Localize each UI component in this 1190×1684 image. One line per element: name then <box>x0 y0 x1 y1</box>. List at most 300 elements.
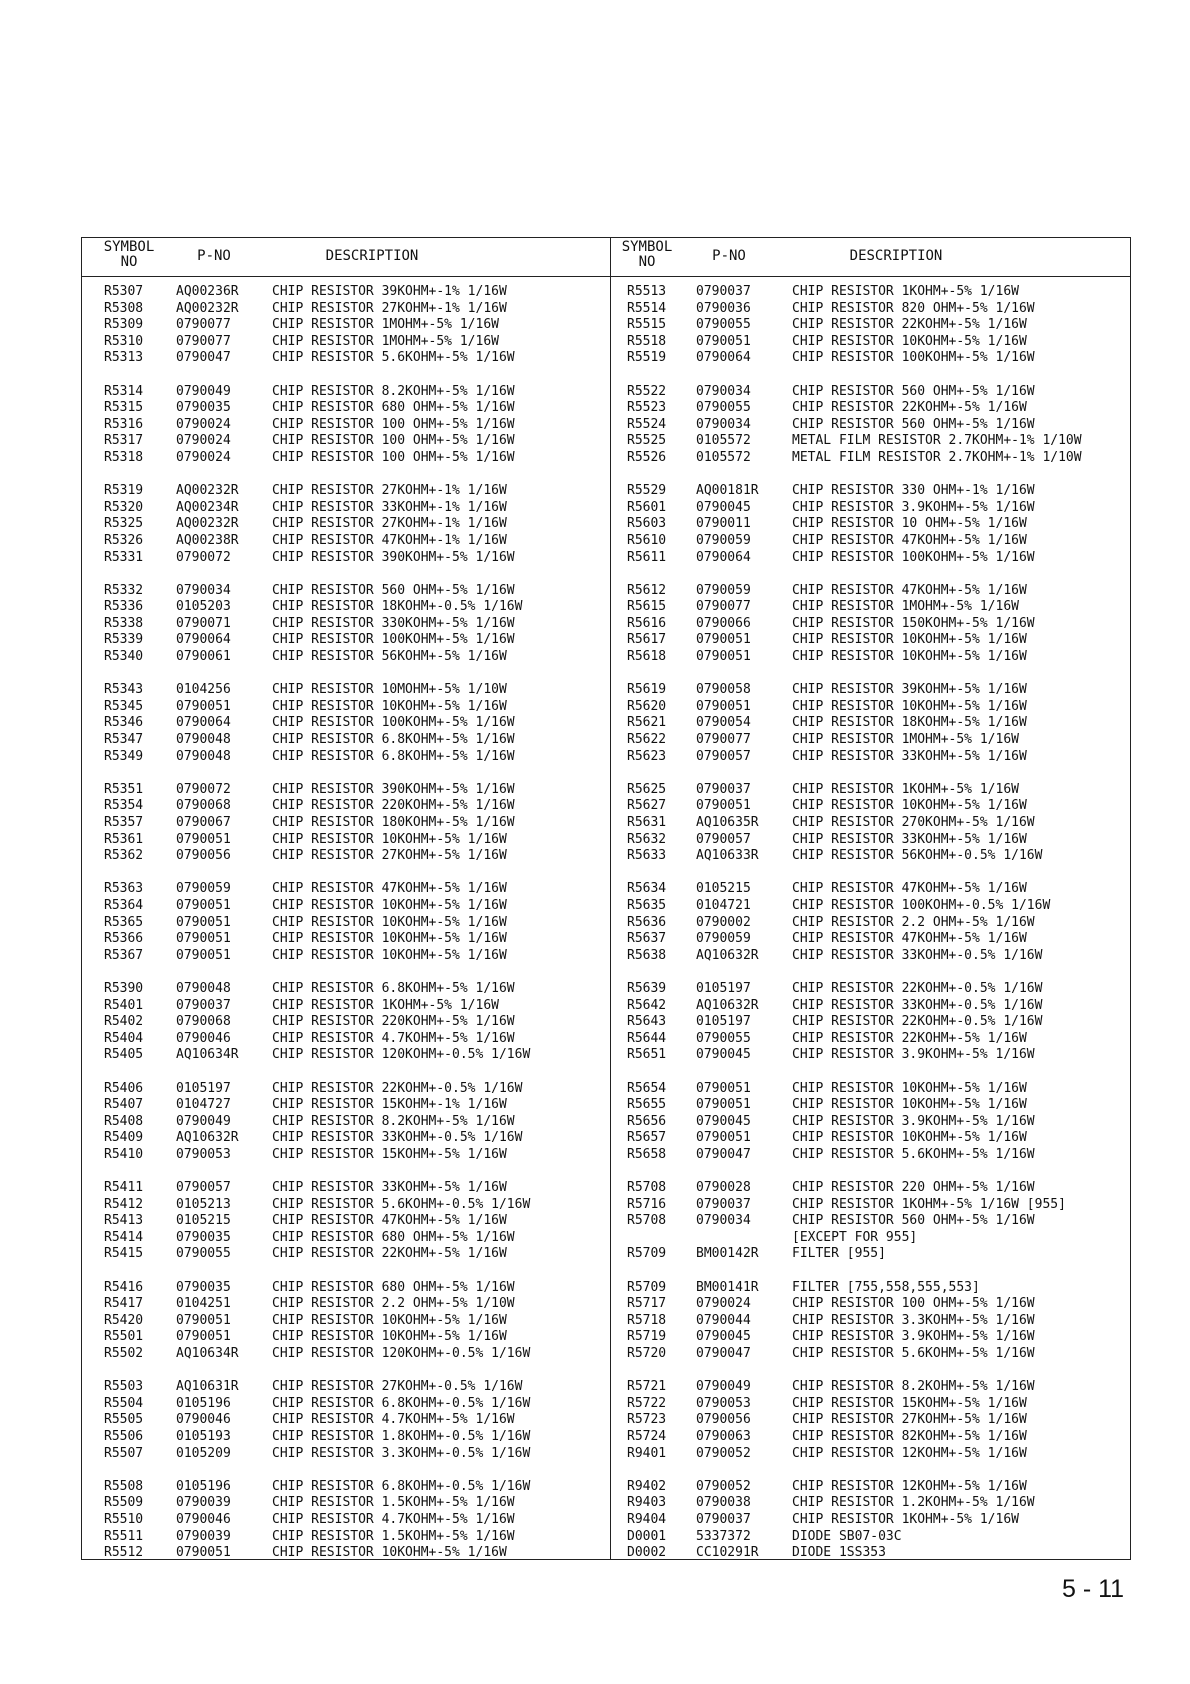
row-group <box>82 1379 610 1462</box>
description-cell: CHIP RESISTOR 47KOHM+-5% 1/16W <box>792 532 1027 548</box>
symbol-cell: R5310 <box>104 333 144 349</box>
table-row <box>82 981 610 998</box>
description-cell: CHIP RESISTOR 680 OHM+-5% 1/16W <box>272 400 515 416</box>
symbol-cell: R5366 <box>104 931 144 947</box>
symbol-cell: R5514 <box>627 300 667 316</box>
table-row <box>82 1446 610 1463</box>
symbol-cell: R5657 <box>627 1130 667 1146</box>
table-row <box>612 649 1130 666</box>
description-cell: CHIP RESISTOR 1KOHM+-5% 1/16W <box>792 284 1019 299</box>
symbol-cell: R5722 <box>627 1395 667 1411</box>
part-number-cell: 0790051 <box>176 931 231 947</box>
description-cell: CHIP RESISTOR 10 OHM+-5% 1/16W <box>792 516 1027 532</box>
part-number-cell: 0790051 <box>176 1545 231 1561</box>
symbol-cell: R5402 <box>104 1014 144 1030</box>
description-cell: CHIP RESISTOR 10KOHM+-5% 1/16W <box>792 1130 1027 1146</box>
symbol-cell: R5708 <box>627 1213 667 1229</box>
part-number-cell: 0105572 <box>696 449 751 465</box>
symbol-cell: R5513 <box>627 284 667 299</box>
symbol-cell: R5357 <box>104 815 144 830</box>
table-row <box>612 1180 1130 1197</box>
table-row <box>82 898 610 915</box>
description-cell: CHIP RESISTOR 47KOHM+-5% 1/16W <box>792 931 1027 947</box>
column-divider <box>610 238 611 1559</box>
table-row <box>612 915 1130 932</box>
symbol-cell: R5615 <box>627 599 667 615</box>
part-number-cell: 0790034 <box>696 1213 751 1229</box>
description-cell: CHIP RESISTOR 5.6KOHM+-5% 1/16W <box>272 350 515 366</box>
description-cell: CHIP RESISTOR 10KOHM+-5% 1/16W <box>272 914 507 930</box>
part-number-cell: AQ00234R <box>176 499 239 515</box>
description-cell: CHIP RESISTOR 10KOHM+-5% 1/16W <box>792 698 1027 714</box>
part-number-cell: 0105203 <box>176 599 231 615</box>
description-cell: CHIP RESISTOR 27KOHM+-1% 1/16W <box>272 300 507 316</box>
description-cell: CHIP RESISTOR 22KOHM+-5% 1/16W <box>792 1030 1027 1046</box>
description-cell: CHIP RESISTOR 3.3KOHM+-0.5% 1/16W <box>272 1445 531 1461</box>
table-row <box>82 1097 610 1114</box>
part-number-cell: 0790035 <box>176 400 231 416</box>
part-number-cell: 0790036 <box>696 300 751 316</box>
symbol-cell: R5411 <box>104 1180 144 1196</box>
description-cell: CHIP RESISTOR 560 OHM+-5% 1/16W <box>792 1213 1035 1229</box>
symbol-cell: R5633 <box>627 848 667 864</box>
table-row <box>82 350 610 367</box>
description-cell: CHIP RESISTOR 15KOHM+-1% 1/16W <box>272 1097 507 1113</box>
description-cell: DIODE SB07-03C <box>792 1528 902 1544</box>
description-cell: CHIP RESISTOR 33KOHM+-5% 1/16W <box>792 831 1027 847</box>
table-row <box>612 881 1130 898</box>
symbol-cell: R5622 <box>627 732 667 748</box>
table-row <box>612 948 1130 965</box>
table-row <box>82 881 610 898</box>
description-cell: CHIP RESISTOR 560 OHM+-5% 1/16W <box>792 416 1035 432</box>
symbol-cell: R5331 <box>104 549 144 565</box>
table-row <box>82 732 610 749</box>
table-row <box>612 450 1130 467</box>
table-row <box>612 715 1130 732</box>
table-row <box>82 1213 610 1230</box>
row-group <box>612 1479 1130 1562</box>
part-number-cell: 0790054 <box>696 715 751 731</box>
symbol-cell: R5718 <box>627 1312 667 1328</box>
page-number: 5 - 11 <box>1062 1575 1125 1603</box>
part-number-cell: 0790035 <box>176 1279 231 1295</box>
header-description: DESCRIPTION <box>849 248 943 264</box>
description-cell: CHIP RESISTOR 4.7KOHM+-5% 1/16W <box>272 1412 515 1428</box>
symbol-cell: R5406 <box>104 1080 144 1096</box>
table-row <box>82 1246 610 1263</box>
table-row <box>82 417 610 434</box>
description-cell: CHIP RESISTOR 100 OHM+-5% 1/16W <box>272 433 515 449</box>
symbol-cell: R5655 <box>627 1097 667 1113</box>
symbol-cell: D0002 <box>627 1545 667 1561</box>
table-row <box>82 583 610 600</box>
part-number-cell: 0790066 <box>696 615 751 631</box>
part-number-cell: 0104721 <box>696 897 751 913</box>
description-cell: CHIP RESISTOR 15KOHM+-5% 1/16W <box>272 1146 507 1162</box>
symbol-cell: R5524 <box>627 416 667 432</box>
table-row <box>82 334 610 351</box>
row-group <box>612 881 1130 964</box>
symbol-cell: R5504 <box>104 1395 144 1411</box>
table-row <box>82 1081 610 1098</box>
part-number-cell: CC10291R <box>696 1545 759 1561</box>
part-number-cell: 0790046 <box>176 1511 231 1527</box>
part-number-cell: 0790051 <box>696 1080 751 1096</box>
part-number-cell: 0790045 <box>696 499 751 515</box>
row-group <box>82 1280 610 1363</box>
description-cell: CHIP RESISTOR 1KOHM+-5% 1/16W <box>792 781 1019 797</box>
table-row <box>82 450 610 467</box>
symbol-cell: R5414 <box>104 1229 144 1245</box>
part-number-cell: 0790055 <box>696 1030 751 1046</box>
part-number-cell: 0790034 <box>696 416 751 432</box>
symbol-cell: R5642 <box>627 997 667 1013</box>
symbol-cell: R5529 <box>627 483 667 499</box>
table-row <box>612 1197 1130 1214</box>
symbol-cell: R5651 <box>627 1047 667 1063</box>
table-row <box>612 1396 1130 1413</box>
table-row <box>612 732 1130 749</box>
header-symbol-no <box>612 240 682 270</box>
part-number-cell: 0790063 <box>696 1428 751 1444</box>
part-number-cell: 0790046 <box>176 1030 231 1046</box>
symbol-cell: R5634 <box>627 881 667 897</box>
description-cell: CHIP RESISTOR 56KOHM+-0.5% 1/16W <box>792 848 1043 864</box>
description-cell: CHIP RESISTOR 390KOHM+-5% 1/16W <box>272 781 515 797</box>
part-number-cell: 0790049 <box>176 1113 231 1129</box>
table-row <box>612 1545 1130 1562</box>
part-number-cell: 0790034 <box>696 383 751 399</box>
right-rows <box>612 284 1130 1578</box>
symbol-cell: R5505 <box>104 1412 144 1428</box>
symbol-cell: R5603 <box>627 516 667 532</box>
right-panel <box>612 238 1130 1559</box>
symbol-cell: R5351 <box>104 781 144 797</box>
description-cell: CHIP RESISTOR 12KOHM+-5% 1/16W <box>792 1478 1027 1494</box>
symbol-cell: R5415 <box>104 1246 144 1262</box>
part-number-cell: 0790024 <box>176 433 231 449</box>
description-cell: CHIP RESISTOR 120KOHM+-0.5% 1/16W <box>272 1346 531 1361</box>
table-row <box>82 433 610 450</box>
description-cell: METAL FILM RESISTOR 2.7KOHM+-1% 1/10W <box>792 433 1082 449</box>
part-number-cell: AQ00238R <box>176 532 239 548</box>
description-cell: CHIP RESISTOR 10KOHM+-5% 1/16W <box>272 698 507 714</box>
description-cell: CHIP RESISTOR 10KOHM+-5% 1/16W <box>792 1097 1027 1113</box>
part-number-cell: AQ00232R <box>176 483 239 499</box>
row-group <box>82 1081 610 1164</box>
part-number-cell: AQ00232R <box>176 300 239 316</box>
symbol-cell: R5523 <box>627 400 667 416</box>
header-symbol-no <box>94 240 164 270</box>
description-cell: CHIP RESISTOR 1KOHM+-5% 1/16W <box>792 1511 1019 1527</box>
row-group <box>612 583 1130 666</box>
table-row <box>82 516 610 533</box>
table-row <box>82 1197 610 1214</box>
part-number-cell: 0790051 <box>696 698 751 714</box>
part-number-cell: 0790047 <box>696 1346 751 1361</box>
description-cell: FILTER [955] <box>792 1246 886 1262</box>
description-cell: CHIP RESISTOR 220KOHM+-5% 1/16W <box>272 798 515 814</box>
description-cell: CHIP RESISTOR 47KOHM+-5% 1/16W <box>272 881 507 897</box>
description-cell: CHIP RESISTOR 39KOHM+-1% 1/16W <box>272 284 507 299</box>
symbol-cell: R5318 <box>104 449 144 465</box>
symbol-cell: R5416 <box>104 1279 144 1295</box>
part-number-cell: BM00142R <box>696 1246 759 1262</box>
description-cell: CHIP RESISTOR 100KOHM+-5% 1/16W <box>272 632 515 648</box>
table-row <box>612 898 1130 915</box>
part-number-cell: 0790053 <box>696 1395 751 1411</box>
table-row <box>612 1097 1130 1114</box>
description-cell: CHIP RESISTOR 100KOHM+-0.5% 1/16W <box>792 897 1051 913</box>
description-cell: CHIP RESISTOR 22KOHM+-0.5% 1/16W <box>792 1014 1043 1030</box>
part-number-cell: 0790071 <box>176 615 231 631</box>
table-row <box>82 832 610 849</box>
symbol-cell: R5601 <box>627 499 667 515</box>
description-cell: CHIP RESISTOR 4.7KOHM+-5% 1/16W <box>272 1511 515 1527</box>
description-cell: CHIP RESISTOR 8.2KOHM+-5% 1/16W <box>272 383 515 399</box>
part-number-cell: 0790052 <box>696 1445 751 1461</box>
description-cell: CHIP RESISTOR 47KOHM+-5% 1/16W <box>792 582 1027 598</box>
table-row <box>82 1130 610 1147</box>
description-cell: CHIP RESISTOR 10MOHM+-5% 1/10W <box>272 682 507 698</box>
description-cell: CHIP RESISTOR 27KOHM+-0.5% 1/16W <box>272 1379 523 1395</box>
header-pno: P-NO <box>197 248 231 264</box>
table-row <box>82 1147 610 1164</box>
description-cell: CHIP RESISTOR 6.8KOHM+-0.5% 1/16W <box>272 1395 531 1411</box>
table-row <box>82 550 610 567</box>
description-cell: CHIP RESISTOR 560 OHM+-5% 1/16W <box>792 383 1035 399</box>
part-number-cell: AQ00232R <box>176 516 239 532</box>
part-number-cell: 0790051 <box>696 333 751 349</box>
symbol-cell: R5720 <box>627 1346 667 1361</box>
description-cell: CHIP RESISTOR 220 OHM+-5% 1/16W <box>792 1180 1035 1196</box>
symbol-cell: R5621 <box>627 715 667 731</box>
description-cell: CHIP RESISTOR 10KOHM+-5% 1/16W <box>792 649 1027 665</box>
symbol-cell: R5332 <box>104 582 144 598</box>
description-cell: METAL FILM RESISTOR 2.7KOHM+-1% 1/10W <box>792 449 1082 465</box>
table-row <box>612 1031 1130 1048</box>
part-number-cell: AQ10634R <box>176 1047 239 1063</box>
part-number-cell: 0790072 <box>176 549 231 565</box>
table-row <box>612 815 1130 832</box>
symbol-cell: R5410 <box>104 1146 144 1162</box>
table-row <box>612 682 1130 699</box>
part-number-cell: 0790051 <box>696 1130 751 1146</box>
table-row <box>612 1412 1130 1429</box>
part-number-cell: 0790077 <box>696 599 751 615</box>
part-number-cell: 0790053 <box>176 1146 231 1162</box>
row-group <box>612 682 1130 765</box>
table-row <box>82 715 610 732</box>
symbol-cell: R5307 <box>104 284 144 299</box>
table-row <box>82 1396 610 1413</box>
table-row <box>612 1081 1130 1098</box>
symbol-cell: R5724 <box>627 1428 667 1444</box>
symbol-cell: R5349 <box>104 748 144 764</box>
description-cell: CHIP RESISTOR 330 OHM+-1% 1/16W <box>792 483 1035 499</box>
symbol-cell: R5510 <box>104 1511 144 1527</box>
symbol-cell: R5325 <box>104 516 144 532</box>
part-number-cell: 0790057 <box>696 831 751 847</box>
row-group <box>612 1280 1130 1363</box>
symbol-cell: R9402 <box>627 1478 667 1494</box>
symbol-cell: R5407 <box>104 1097 144 1113</box>
symbol-cell: R5508 <box>104 1478 144 1494</box>
description-cell: CHIP RESISTOR 820 OHM+-5% 1/16W <box>792 300 1035 316</box>
table-row <box>612 1296 1130 1313</box>
table-row <box>612 616 1130 633</box>
part-number-cell: 0790024 <box>176 449 231 465</box>
table-row <box>612 699 1130 716</box>
table-row <box>612 1130 1130 1147</box>
table-row <box>82 931 610 948</box>
part-number-cell: 0790044 <box>696 1312 751 1328</box>
part-number-cell: 5337372 <box>696 1528 751 1544</box>
description-cell: CHIP RESISTOR 18KOHM+-5% 1/16W <box>792 715 1027 731</box>
table-row <box>82 483 610 500</box>
symbol-cell: R5390 <box>104 980 144 996</box>
part-number-cell: 0105196 <box>176 1478 231 1494</box>
description-cell: CHIP RESISTOR 10KOHM+-5% 1/16W <box>792 798 1027 814</box>
symbol-cell: R5413 <box>104 1213 144 1229</box>
header-description: DESCRIPTION <box>325 248 419 264</box>
part-number-cell: 0790046 <box>176 1412 231 1428</box>
left-panel <box>82 238 610 1559</box>
left-header <box>82 238 610 276</box>
part-number-cell: 0790064 <box>176 715 231 731</box>
table-row <box>612 848 1130 865</box>
part-number-cell: 0790057 <box>176 1180 231 1196</box>
table-row <box>612 632 1130 649</box>
part-number-cell: 0790059 <box>176 881 231 897</box>
parts-list-table <box>81 237 1131 1560</box>
table-row <box>612 1313 1130 1330</box>
description-cell: CHIP RESISTOR 47KOHM+-1% 1/16W <box>272 532 507 548</box>
row-group <box>82 1180 610 1263</box>
part-number-cell: 0790047 <box>176 350 231 366</box>
table-row <box>82 1230 610 1247</box>
table-row <box>82 948 610 965</box>
symbol-cell: R5632 <box>627 831 667 847</box>
row-group <box>612 1379 1130 1462</box>
table-row <box>82 284 610 301</box>
table-row <box>82 317 610 334</box>
part-number-cell: 0790058 <box>696 682 751 698</box>
row-group <box>82 981 610 1064</box>
part-number-cell: 0105215 <box>696 881 751 897</box>
table-row <box>82 1379 610 1396</box>
description-cell: CHIP RESISTOR 33KOHM+-0.5% 1/16W <box>792 997 1043 1013</box>
part-number-cell: 0790064 <box>696 350 751 366</box>
table-row <box>82 384 610 401</box>
symbol-cell: R9401 <box>627 1445 667 1461</box>
description-cell: CHIP RESISTOR 100 OHM+-5% 1/16W <box>272 416 515 432</box>
description-cell: CHIP RESISTOR 10KOHM+-5% 1/16W <box>272 897 507 913</box>
symbol-cell: R5654 <box>627 1080 667 1096</box>
table-row <box>612 500 1130 517</box>
part-number-cell: AQ10632R <box>696 997 759 1013</box>
table-row <box>82 1280 610 1297</box>
part-number-cell: 0104727 <box>176 1097 231 1113</box>
part-number-cell: 0790028 <box>696 1180 751 1196</box>
part-number-cell: 0790051 <box>176 698 231 714</box>
table-row <box>612 1114 1130 1131</box>
row-group <box>82 483 610 566</box>
description-cell: CHIP RESISTOR 10KOHM+-5% 1/16W <box>792 333 1027 349</box>
symbol-cell: R5509 <box>104 1495 144 1511</box>
description-cell: CHIP RESISTOR 5.6KOHM+-5% 1/16W <box>792 1346 1035 1361</box>
table-row <box>612 284 1130 301</box>
part-number-cell: 0105572 <box>696 433 751 449</box>
description-cell: CHIP RESISTOR 1MOHM+-5% 1/16W <box>272 333 499 349</box>
description-cell: CHIP RESISTOR 10KOHM+-5% 1/16W <box>272 947 507 963</box>
symbol-cell: R5610 <box>627 532 667 548</box>
table-row <box>612 516 1130 533</box>
description-cell: CHIP RESISTOR 270KOHM+-5% 1/16W <box>792 815 1035 830</box>
symbol-cell: R5314 <box>104 383 144 399</box>
symbol-cell: R5401 <box>104 997 144 1013</box>
description-cell: CHIP RESISTOR 33KOHM+-5% 1/16W <box>792 748 1027 764</box>
part-number-cell: 0105196 <box>176 1395 231 1411</box>
table-row <box>612 1529 1130 1546</box>
table-row <box>82 1412 610 1429</box>
part-number-cell: 0105197 <box>696 1014 751 1030</box>
table-row <box>82 699 610 716</box>
part-number-cell: AQ10632R <box>176 1130 239 1146</box>
description-cell: CHIP RESISTOR 1.5KOHM+-5% 1/16W <box>272 1528 515 1544</box>
table-row <box>82 1114 610 1131</box>
description-cell: CHIP RESISTOR 33KOHM+-1% 1/16W <box>272 499 507 515</box>
table-row <box>612 433 1130 450</box>
table-row <box>612 782 1130 799</box>
description-cell: CHIP RESISTOR 390KOHM+-5% 1/16W <box>272 549 515 565</box>
row-group <box>82 782 610 865</box>
description-cell: CHIP RESISTOR 3.9KOHM+-5% 1/16W <box>792 1113 1035 1129</box>
symbol-cell: R5511 <box>104 1528 144 1544</box>
part-number-cell: AQ10634R <box>176 1346 239 1361</box>
part-number-cell: 0790068 <box>176 1014 231 1030</box>
description-cell: CHIP RESISTOR 3.3KOHM+-5% 1/16W <box>792 1312 1035 1328</box>
left-rows <box>82 284 610 1578</box>
description-cell: DIODE 1SS353 <box>792 1545 886 1561</box>
symbol-cell: R5320 <box>104 499 144 515</box>
symbol-cell: R5518 <box>627 333 667 349</box>
row-group <box>82 284 610 367</box>
table-row <box>82 1429 610 1446</box>
description-cell: CHIP RESISTOR 4.7KOHM+-5% 1/16W <box>272 1030 515 1046</box>
table-row <box>82 682 610 699</box>
symbol-cell: R5635 <box>627 897 667 913</box>
part-number-cell: 0790051 <box>696 798 751 814</box>
part-number-cell: 0790051 <box>176 831 231 847</box>
part-number-cell: 0105197 <box>176 1080 231 1096</box>
symbol-cell: R5525 <box>627 433 667 449</box>
part-number-cell: 0790011 <box>696 516 751 532</box>
symbol-cell: R5616 <box>627 615 667 631</box>
table-row <box>82 1296 610 1313</box>
part-number-cell: 0105197 <box>696 980 751 996</box>
table-row <box>82 1545 610 1562</box>
table-row <box>612 1446 1130 1463</box>
symbol-cell: D0001 <box>627 1528 667 1544</box>
description-cell: CHIP RESISTOR 1.5KOHM+-5% 1/16W <box>272 1495 515 1511</box>
part-number-cell: 0790024 <box>696 1296 751 1312</box>
row-group <box>82 881 610 964</box>
description-cell: CHIP RESISTOR 2.2 OHM+-5% 1/10W <box>272 1296 515 1312</box>
part-number-cell: 0790077 <box>176 333 231 349</box>
header-symbol-text: SYMBOL <box>621 239 673 255</box>
